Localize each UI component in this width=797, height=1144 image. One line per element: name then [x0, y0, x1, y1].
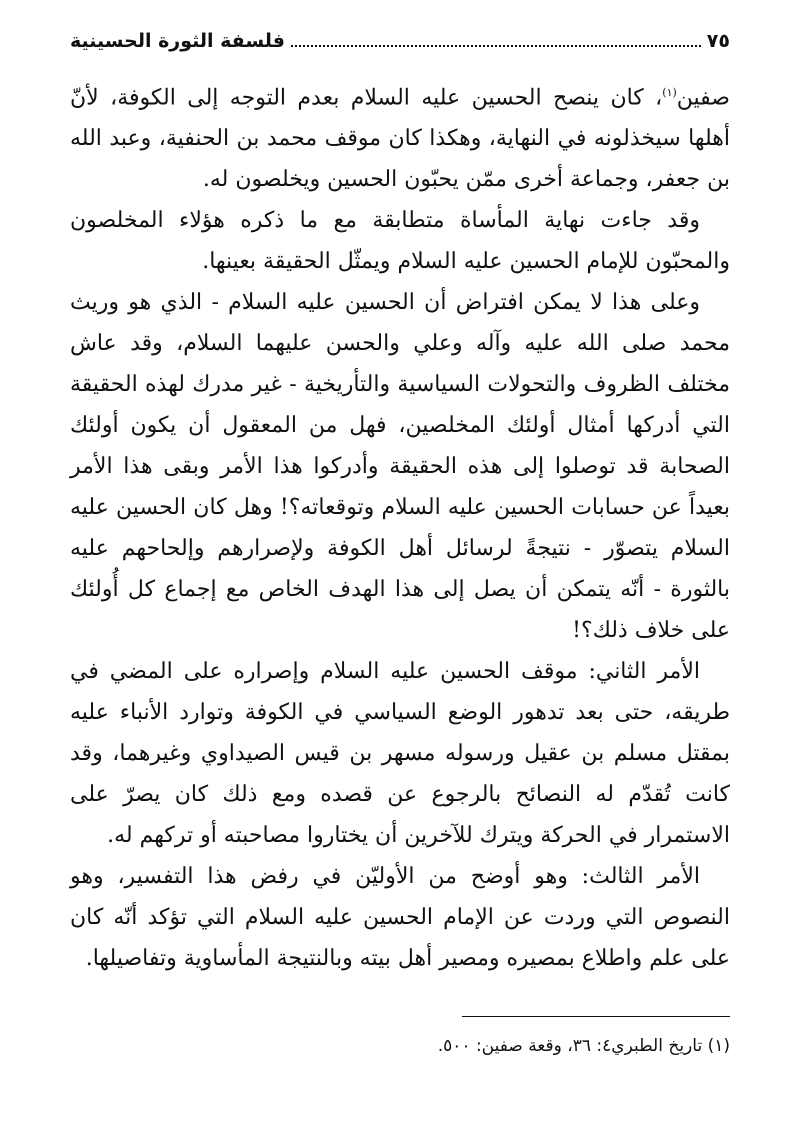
- paragraph-lead: صفين: [676, 85, 730, 111]
- paragraph: [70, 72, 730, 200]
- footnote: (١) تاريخ الطبري٤: ٣٦، وقعة صفين: ٥٠٠.: [437, 1036, 730, 1056]
- page-header: [70, 30, 730, 64]
- running-title: فلسفة الثورة الحسينية: [70, 30, 285, 52]
- footnote-separator: [462, 1016, 730, 1017]
- paragraph: الأمر الثالث: وهو أوضح من الأوليّن في رفض هذا التفسير، وهو النصوص التي وردت عن الإمام الحسين عليه السلام التي تؤكد أنّه كان على علم واطلاع بمصيره ومصير أهل بيته وبالنتيجة المأساوية وتفاصيلها.: [70, 864, 730, 972]
- paragraph-text: ، كان ينصح الحسين عليه السلام بعدم التوجه إلى الكوفة، لأنّ أهلها سيخذلونه في النهاية، وهكذا كان موقف محمد بن الحنفية، وعبد الله بن جعفر، وجماعة أخرى ممّن يحبّون الحسين ويخلصون له.: [70, 85, 730, 193]
- header-dotted-leader: [291, 31, 701, 47]
- body-text: [70, 72, 730, 979]
- paragraph: الأمر الثاني: موقف الحسين عليه السلام وإصراره على المضي في طريقه، حتى بعد تدهور الوضع السياسي في الكوفة وتوارد الأنباء عليه بمقتل مسلم بن عقيل ورسوله مسهر بن قيس الصيداوي وغيرهما، وقد كانت تُقدّم له النصائح بالرجوع عن قصده ومع ذلك كان يصرّ على الاستمرار في الحركة ويترك للآخرين أن يختاروا مصاحبته أو تركهم له.: [70, 659, 730, 849]
- paragraph: وعلى هذا لا يمكن افتراض أن الحسين عليه السلام - الذي هو وريث محمد صلى الله عليه وآله وعلي والحسن عليهما السلام، وقد عاش مختلف الظروف والتحولات السياسية والتأريخية - غير مدرك لهذه الحقيقة التي أدركها أمثال أولئك المخلصين، فهل من المعقول أن يكون أولئك الصحابة قد توصلوا إلى هذه الحقيقة وأدركوا هذا الأمر وبقى هذا الأمر بعيداً عن حسابات الحسين عليه السلام وتوقعاته؟! وهل كان الحسين عليه السلام يتصوّر - نتيجةً لرسائل أهل الكوفة ولإصرارهم وإلحاحهم عليه بالثورة - أنّه يتمكن أن يصل إلى هذا الهدف الخاص مع إجماع كل أُولئك على خلاف ذلك؟!: [70, 290, 730, 644]
- footnote-marker: (١): [662, 86, 677, 99]
- paragraph: وقد جاءت نهاية المأساة متطابقة مع ما ذكره هؤلاء المخلصون والمحبّون للإمام الحسين عليه السلام ويمثّل الحقيقة بعينها.: [70, 208, 730, 275]
- page-number: ٧٥: [706, 30, 730, 52]
